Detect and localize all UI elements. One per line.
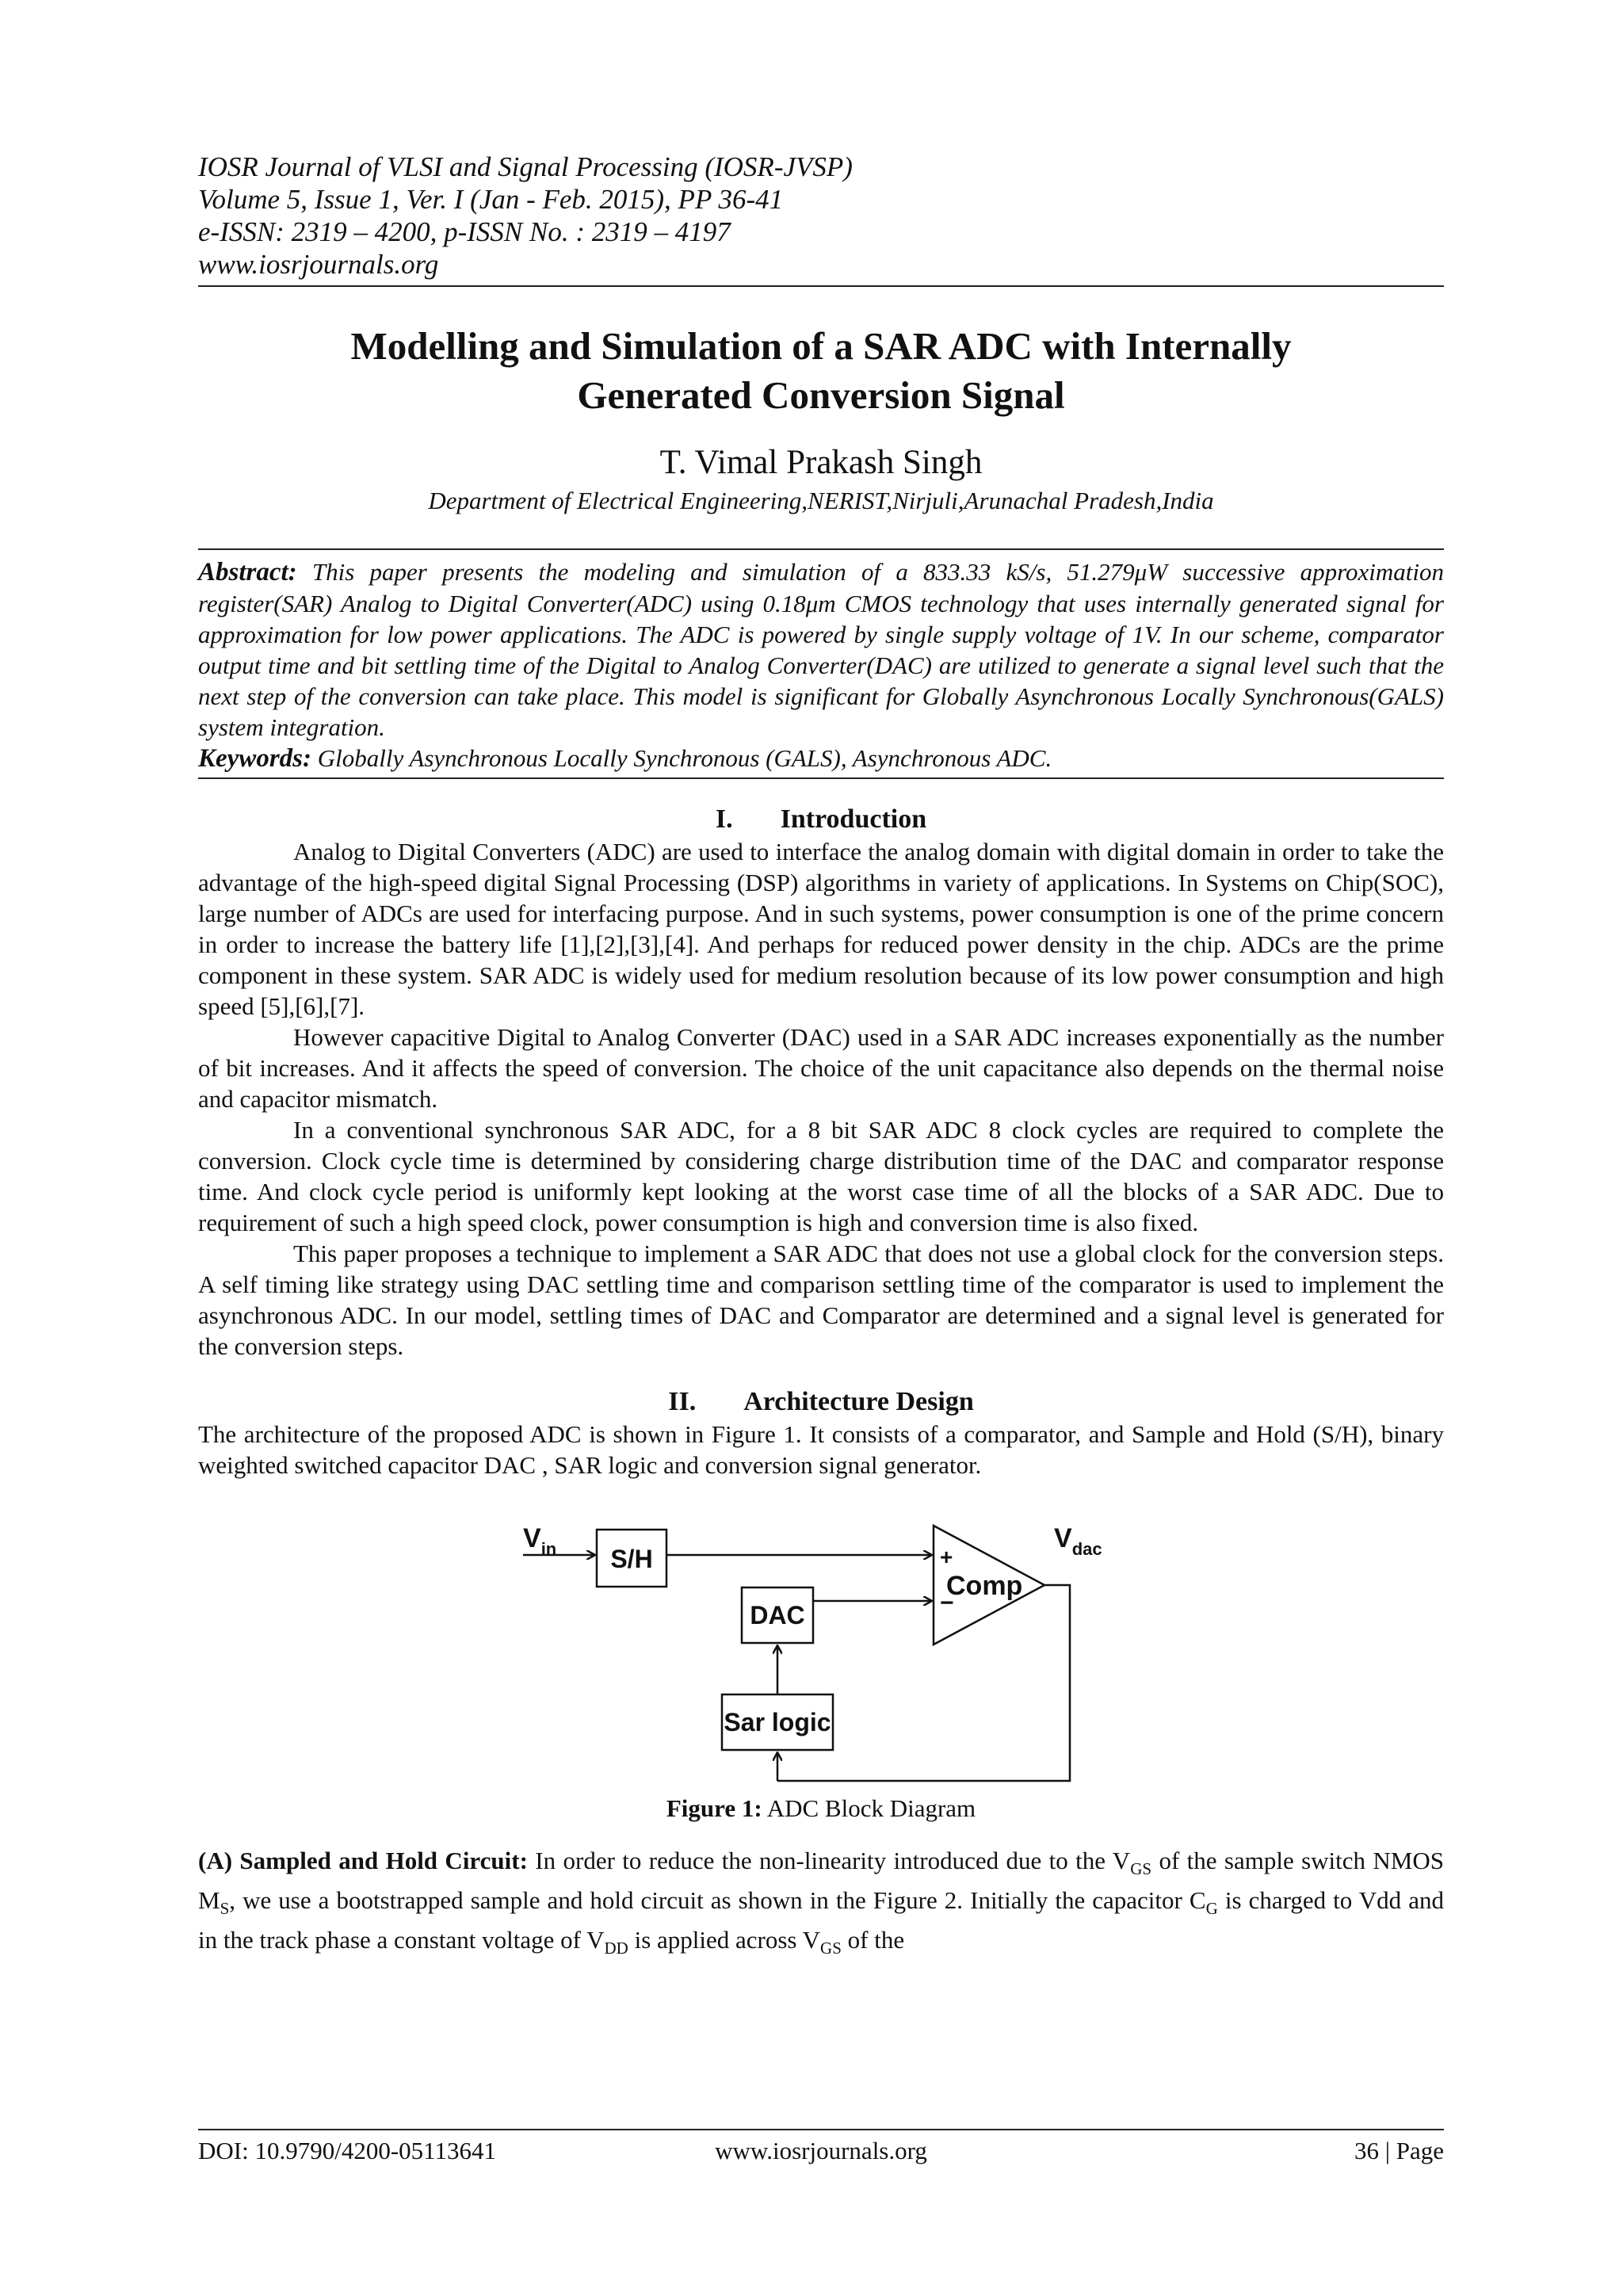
footer-website[interactable]: www.iosrjournals.org bbox=[715, 2137, 927, 2164]
intro-paragraph-1: Analog to Digital Converters (ADC) are used to interface the analog domain with digital domain in order to take the advantage of the high-speed digital Signal Processing (DSP) algorithms in variety of applications. In Systems on Chip(SOC), large number of ADCs are used for interfacing purpose. And in such systems, power consumption is one of the prime concern in order to increase the battery life [1],[2],[3],[4]. And perhaps for reduced power density in the chip. ADCs are the prime component in these system. SAR ADC is widely used for medium resolution because of its low power consumption and high speed [5],[6],[7]. bbox=[198, 838, 1444, 1020]
abstract-text: This paper presents the modeling and simulation of a 833.33 kS/s, 51.279μW successive approximation register(SAR) Analog to Digital Converter(ADC) using 0.18μm CMOS technology that uses internally generated signal for approximation for low power applications. The ADC is powered by single supply voltage of 1V. In our scheme, comparator output time and bit settling time of the Digital to Analog Converter(DAC) are utilized to generate a signal level such that the next step of the conversion can take place. This model is significant for Globally Asynchronous Locally Synchronous(GALS) system integration. bbox=[198, 558, 1445, 741]
vdac-label: $V_{dac}$ bbox=[1054, 1523, 1102, 1559]
keywords-text: Globally Asynchronous Locally Synchronous (GALS), Asynchronous ADC. bbox=[317, 744, 1052, 772]
author-affiliation: Department of Electrical Engineering,NERIST,Nirjuli,Arunachal Pradesh,India bbox=[428, 487, 1214, 514]
section-number: II. bbox=[668, 1387, 697, 1416]
journal-website[interactable]: www.iosrjournals.org bbox=[198, 249, 439, 280]
section-title: Architecture Design bbox=[743, 1387, 974, 1416]
dac-label: DAC bbox=[750, 1601, 805, 1629]
footer-doi[interactable]: DOI: 10.9790/4200-05113641 bbox=[198, 2137, 496, 2164]
comp-plus-label: + bbox=[940, 1545, 953, 1569]
comp-label: Comp bbox=[946, 1571, 1023, 1601]
section-heading-introduction bbox=[198, 803, 1444, 836]
block-diagram-svg bbox=[198, 1499, 1444, 1793]
paper-title bbox=[198, 322, 1444, 420]
journal-name: IOSR Journal of VLSI and Signal Processing (IOSR-JVSP) bbox=[198, 151, 853, 182]
abstract-bottom-divider bbox=[198, 777, 1444, 779]
abstract-label: Abstract: bbox=[198, 558, 297, 586]
journal-volume: Volume 5, Issue 1, Ver. I (Jan - Feb. 2015), PP 36-41 bbox=[198, 184, 784, 215]
subsection-a-label: (A) Sampled and Hold Circuit: bbox=[198, 1847, 528, 1874]
intro-paragraph-3: In a conventional synchronous SAR ADC, for a 8 bit SAR ADC 8 clock cycles are required to complete the conversion. Clock cycle time is determined by considering charge distribution time of the DAC and comparator response time. And clock cycle period is uniformly kept looking at the worst case time of all the blocks of a SAR ADC. Due to requirement of such a high speed clock, power consumption is high and conversion time is also fixed. bbox=[198, 1116, 1444, 1236]
header-divider bbox=[198, 285, 1444, 287]
section-number: I. bbox=[715, 804, 733, 834]
sar-logic-label: Sar logic bbox=[724, 1708, 831, 1736]
keywords bbox=[198, 743, 1444, 774]
abstract-top-divider bbox=[198, 548, 1444, 550]
comp-minus-label: − bbox=[940, 1590, 954, 1616]
author-name: T. Vimal Prakash Singh bbox=[659, 444, 983, 481]
caption-text: ADC Block Diagram bbox=[766, 1794, 976, 1822]
sh-label: S/H bbox=[610, 1545, 653, 1573]
vin-label: $V_{in}$ bbox=[523, 1523, 557, 1559]
section-title: Introduction bbox=[780, 804, 927, 834]
abstract bbox=[198, 556, 1444, 743]
journal-header bbox=[198, 151, 1444, 281]
intro-paragraph-4: This paper proposes a technique to implement a SAR ADC that does not use a global clock for the conversion steps. A self timing like strategy using DAC settling time and comparison settling time of the comparator is used to implement the asynchronous ADC. In our model, settling times of DAC and Comparator are determined and a signal level is generated for the conversion steps. bbox=[198, 1240, 1444, 1360]
intro-paragraph-2: However capacitive Digital to Analog Converter (DAC) used in a SAR ADC increases exponentially as the number of bit increases. And it affects the speed of conversion. The choice of the unit capacitance also depends on the thermal noise and capacitor mismatch. bbox=[198, 1023, 1444, 1113]
keywords-label: Keywords: bbox=[198, 744, 311, 773]
journal-issn: e-ISSN: 2319 – 4200, p-ISSN No. : 2319 – 4197 bbox=[198, 216, 731, 247]
architecture-paragraph: The architecture of the proposed ADC is shown in Figure 1. It consists of a comparator, and Sample and Hold (S/H), binary weighted switched capacitor DAC , SAR logic and conversion signal generator. bbox=[198, 1420, 1444, 1479]
feedback-wire bbox=[777, 1585, 1070, 1781]
footer-divider bbox=[198, 2129, 1444, 2130]
footer-page-number: 36 | Page bbox=[1354, 2137, 1444, 2164]
section-heading-architecture bbox=[198, 1385, 1444, 1419]
figure-adc-block-diagram bbox=[198, 1499, 1444, 1793]
page-footer bbox=[198, 2129, 1444, 2168]
title-line-2: Generated Conversion Signal bbox=[577, 373, 1065, 417]
figure-1-caption bbox=[198, 1793, 1444, 1824]
title-line-1: Modelling and Simulation of a SAR ADC with Internally bbox=[350, 324, 1292, 368]
sample-hold-paragraph: (A) Sampled and Hold Circuit: In order to reduce the non-linearity introduced due to the $V_{GS}$ of the sample switch NMOS $M_S$, we use a bootstrapped sample and hold circuit as shown in the Figure 2. Initially the capacitor $C_G$ is charged to Vdd and in the track phase a constant voltage of $V_{DD}$ is applied across $V_{GS}$ of the bbox=[198, 1847, 1444, 1958]
paper-page bbox=[198, 151, 1444, 1965]
caption-label: Figure 1: bbox=[666, 1794, 762, 1822]
